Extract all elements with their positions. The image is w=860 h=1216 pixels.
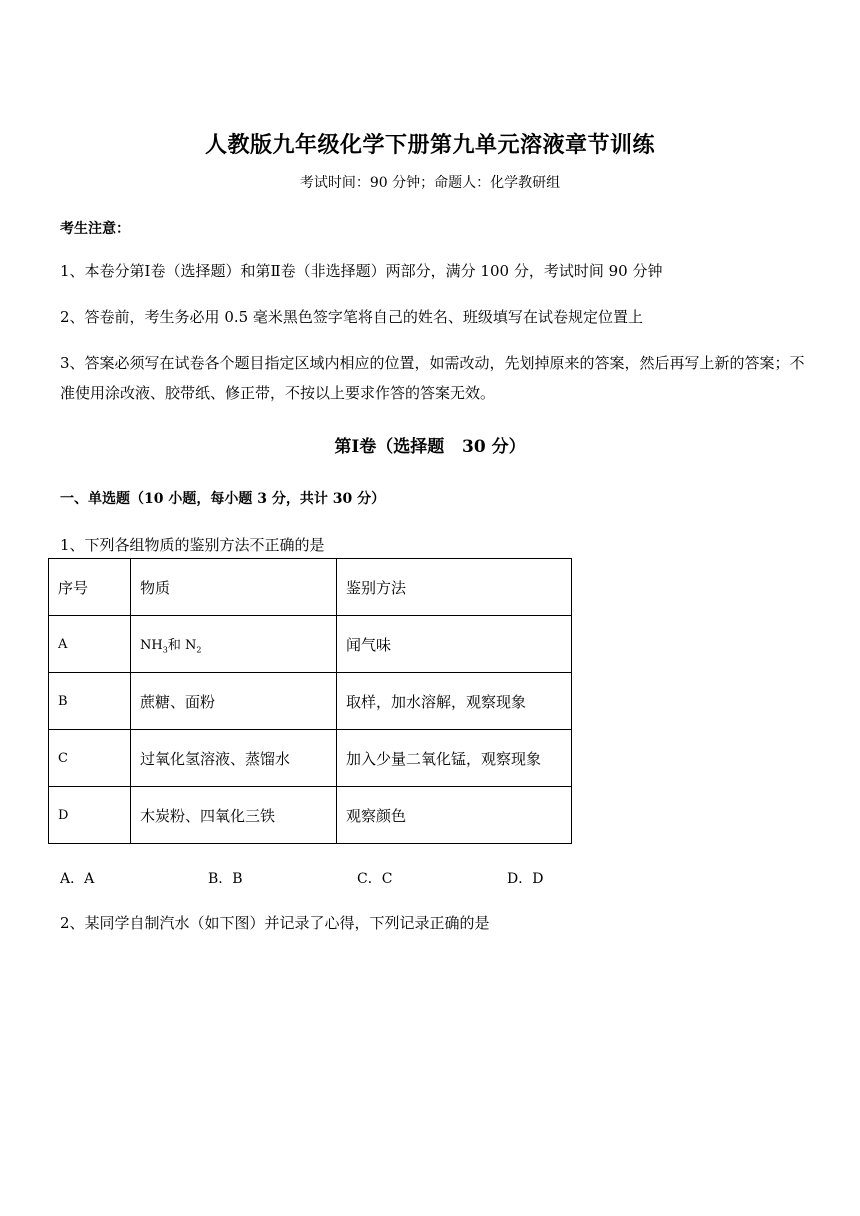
- option-a[interactable]: A．A: [60, 871, 95, 887]
- question-2-stem: 2、某同学自制汽水（如下图）并记录了心得，下列记录正确的是: [60, 914, 490, 932]
- table-cell-method: 加入少量二氧化锰，观察现象: [337, 730, 572, 787]
- table-cell-substance: [131, 616, 337, 673]
- option-d[interactable]: D．D: [507, 871, 544, 887]
- table-header-cell: 物质: [131, 559, 337, 616]
- table-cell-method: 闻气味: [337, 616, 572, 673]
- notice-heading: 考生注意：: [60, 221, 130, 237]
- option-c[interactable]: C．C: [357, 871, 393, 887]
- question-1-stem: 1、下列各组物质的鉴别方法不正确的是: [60, 536, 325, 554]
- option-b[interactable]: B．B: [208, 871, 243, 887]
- formula-subscript: 3: [162, 645, 168, 655]
- table-cell-substance: 过氧化氢溶液、蒸馏水: [131, 730, 337, 787]
- page-title: 人教版九年级化学下册第九单元溶液章节训练: [204, 132, 655, 158]
- table-row: [49, 616, 572, 673]
- notice-item-2: 2、答卷前，考生务必用 0.5 毫米黑色签字笔将自己的姓名、班级填写在试卷规定位置上: [60, 308, 643, 326]
- section-title: 第Ⅰ卷（选择题 30 分）: [334, 437, 526, 457]
- table-header-cell: 序号: [49, 559, 131, 616]
- table-cell-substance: 蔗糖、面粉: [131, 673, 337, 730]
- exam-info: 考试时间：90 分钟；命题人：化学教研组: [299, 175, 561, 191]
- table-header-row: [49, 559, 572, 616]
- formula-part: 和 N: [167, 637, 197, 653]
- table-row: [49, 673, 572, 730]
- table-row: [49, 730, 572, 787]
- table-cell-id: C: [49, 730, 131, 787]
- table-row: [49, 787, 572, 844]
- formula-part: NH: [140, 637, 163, 653]
- question-1-table: [48, 558, 572, 844]
- table-cell-id: D: [49, 787, 131, 844]
- notice-item-1: 1、本卷分第Ⅰ卷（选择题）和第Ⅱ卷（非选择题）两部分，满分 100 分，考试时间 90 分钟: [60, 262, 663, 280]
- table-cell-method: 取样，加水溶解，观察现象: [337, 673, 572, 730]
- table-cell-id: A: [49, 616, 131, 673]
- formula-subscript: 2: [196, 645, 202, 655]
- notice-item-3: 3、答案必须写在试卷各个题目指定区域内相应的位置，如需改动，先划掉原来的答案，然后再写上新的答案；不准使用涂改液、胶带纸、修正带，不按以上要求作答的答案无效。: [60, 354, 805, 402]
- table-cell-substance: 木炭粉、四氧化三铁: [131, 787, 337, 844]
- table-cell-method: 观察颜色: [337, 787, 572, 844]
- question-group-title: 一、单选题（10 小题，每小题 3 分，共计 30 分）: [60, 491, 386, 507]
- table-header-cell: 鉴别方法: [337, 559, 572, 616]
- table-cell-id: B: [49, 673, 131, 730]
